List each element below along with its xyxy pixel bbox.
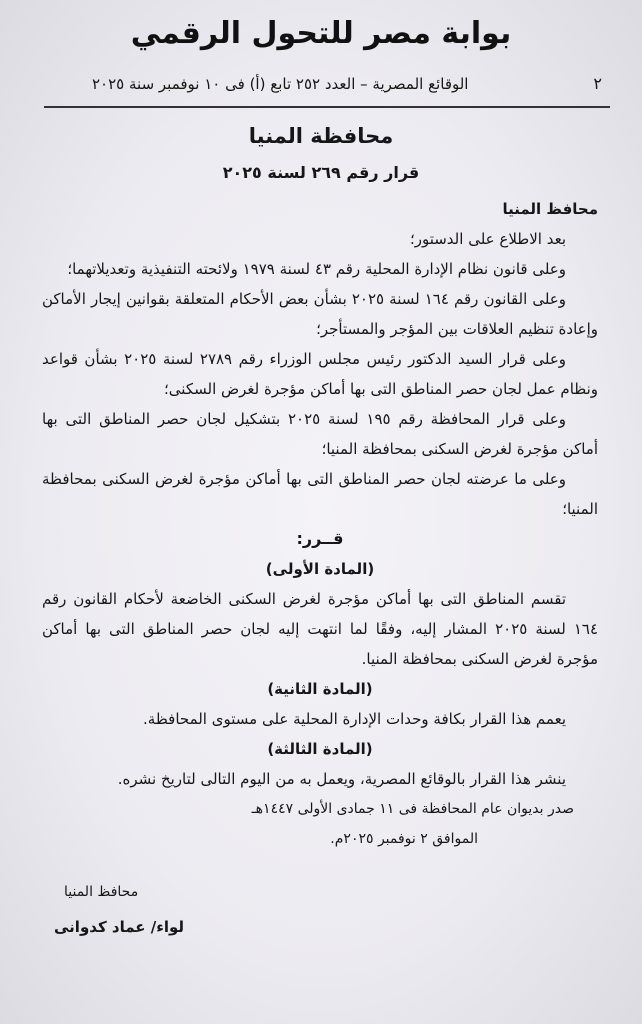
decided-heading: قــرر: [296, 529, 344, 548]
issuer-label: محافظ المنيا [502, 200, 598, 218]
decree-body [42, 194, 598, 854]
governorate-heading: محافظة المنيا [248, 124, 394, 148]
corresponding-date: الموافق ٢ نوفمبر ٢٠٢٥م. [330, 831, 478, 847]
article-heading: (المادة الأولى) [265, 560, 375, 578]
article-heading: (المادة الثانية) [267, 680, 373, 698]
signature-name: لواء/ عماد كدوانى [54, 918, 185, 936]
article-text: تقسم المناطق التى بها أماكن مؤجرة لغرض السكنى الخاضعة لأحكام القانون رقم ١٦٤ لسنة ٢٠٢٥ المشار إليه، وفقًا لما انتهت إليه لجان حصر المناطق التى بها أماكن مؤجرة لغرض السكنى بمحافظة المنيا. [42, 590, 599, 668]
preamble-clause: بعد الاطلاع على الدستور؛ [409, 230, 566, 248]
page-number: ٢ [593, 74, 602, 93]
preamble-clause: وعلى ما عرضته لجان حصر المناطق التى بها أماكن مؤجرة لغرض السكنى بمحافظة المنيا؛ [42, 470, 598, 518]
signature-title: محافظ المنيا [64, 884, 139, 900]
issue-header [92, 74, 602, 93]
decree-number: قرار رقم ٢٦٩ لسنة ٢٠٢٥ [222, 163, 420, 182]
issued-at-line: صدر بديوان عام المحافظة فى ١١ جمادى الأولى ١٤٤٧هـ [251, 801, 574, 817]
preamble-clause: وعلى قرار المحافظة رقم ١٩٥ لسنة ٢٠٢٥ بتشكيل لجان حصر المناطق التى بها أماكن مؤجرة لغرض السكنى بمحافظة المنيا؛ [42, 410, 598, 458]
preamble-clause: وعلى قرار السيد الدكتور رئيس مجلس الوزراء رقم ٢٧٨٩ لسنة ٢٠٢٥ بشأن قواعد ونظام عمل لجان حصر المناطق التى بها أماكن مؤجرة لغرض السكنى؛ [42, 350, 598, 398]
header-divider [44, 106, 610, 108]
preamble-clause: وعلى القانون رقم ١٦٤ لسنة ٢٠٢٥ بشأن بعض الأحكام المتعلقة بقوانين إيجار الأماكن وإعادة تنظيم العلاقات بين المؤجر والمستأجر؛ [42, 290, 598, 338]
article-text: ينشر هذا القرار بالوقائع المصرية، ويعمل به من اليوم التالى لتاريخ نشره. [117, 770, 566, 788]
article-heading: (المادة الثالثة) [267, 740, 373, 758]
issue-info: الوقائع المصرية – العدد ٢٥٢ تابع (أ) فى ١٠ نوفمبر سنة ٢٠٢٥ [92, 75, 469, 93]
preamble-clause: وعلى قانون نظام الإدارة المحلية رقم ٤٣ لسنة ١٩٧٩ ولائحته التنفيذية وتعديلاتهما؛ [67, 260, 566, 278]
site-title: بوابة مصر للتحول الرقمي [130, 16, 512, 51]
article-text: يعمم هذا القرار بكافة وحدات الإدارة المحلية على مستوى المحافظة. [143, 710, 566, 728]
